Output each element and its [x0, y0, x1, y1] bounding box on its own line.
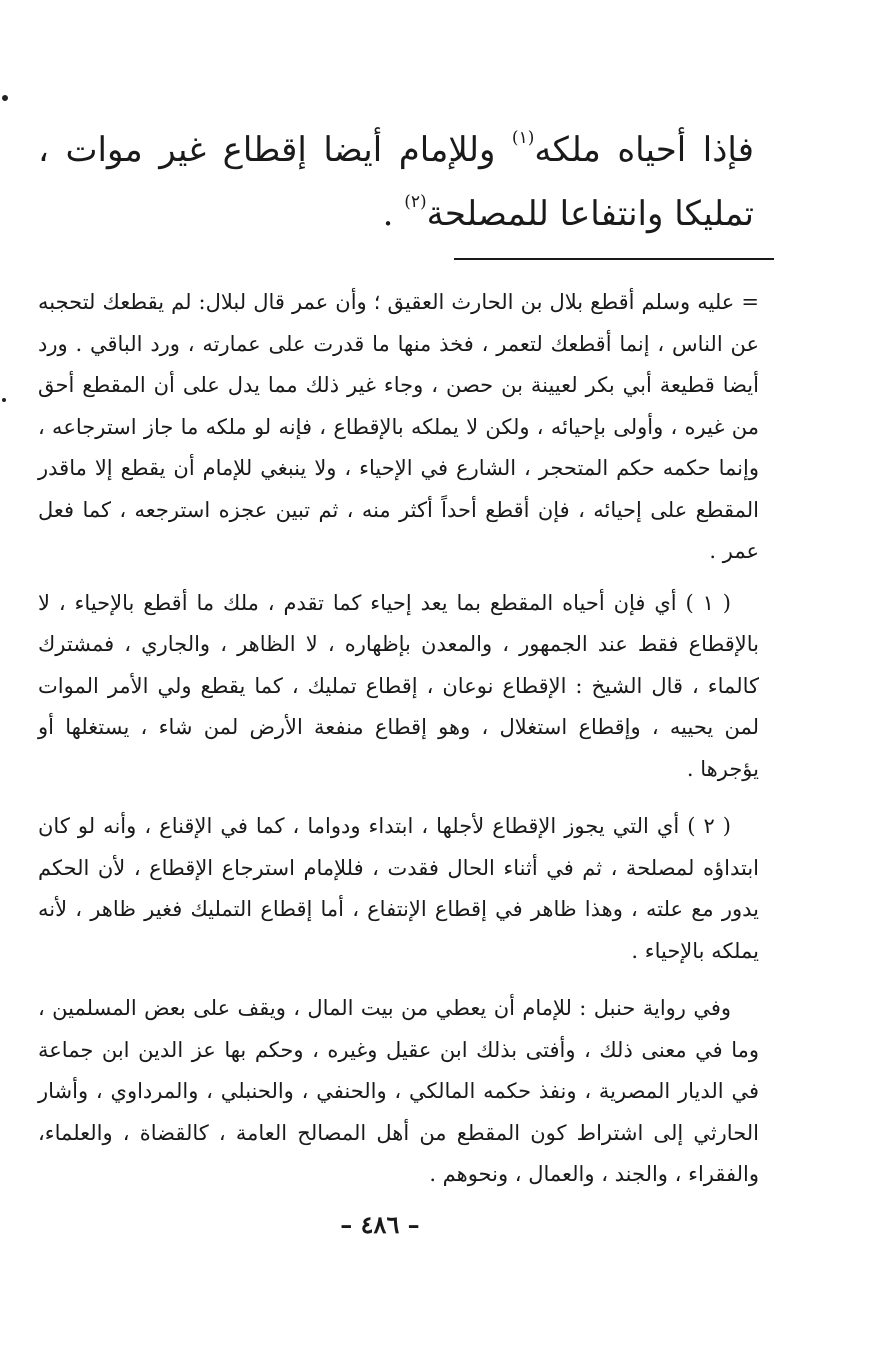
footnote-ref-2: (٢)	[404, 192, 427, 212]
footnote-ref-1: (١)	[511, 128, 535, 148]
footnote-continuation: = عليه وسلم أقطع بلال بن الحارث العقيق ؛ وأن عمر قال لبلال: لم يقطعك لتحجبه عن الناس ، إنما أقطعك لتعمر ، فخذ منها ما قدرت على عمارته ، ورد الباقي . ورد أيضا قطيعة أبي بكر لعيينة بن حصن ، وجاء غير ذلك مما يدل على أن المقطع أحق من غيره ، وأولى بإحيائه ، ولكن لا يملكه بالإقطاع ، فإنه لو ملكه ما جاز استرجاعه ، وإنما حكمه حكم المتحجر ، الشارع في الإحياء ، ولا ينبغي للإمام أن يقطع إلا ماقدر المقطع على إحيائه ، فإن أقطع أحداً أكثر منه ، ثم تبين عجزه استرجعه ، كما فعل عمر .	[38, 290, 759, 563]
footnote-2: ( ٢ ) أي التي يجوز الإقطاع لأجلها ، ابتداء ودواما ، كما في الإقناع ، وأنه لو كان ابتداؤه لمصلحة ، ثم في أثناء الحال فقدت ، فللإمام استرجاع الإقطاع ، لأن الحكم يدور مع علته ، وهذا ظاهر في إقطاع الإنتفاع ، أما إقطاع التمليك فغير ظاهر ، لأنه يملكه بالإحياء .	[38, 814, 759, 963]
main-text-part: فإذا أحياه ملكه	[534, 130, 754, 170]
footnote-2-continued: وفي رواية حنبل : للإمام أن يعطي من بيت المال ، ويقف على بعض المسلمين ، وما في معنى ذلك ، وأفتى بذلك ابن عقيل وغيره ، وحكم بها عز الدين ابن جماعة في الديار المصرية ، ونفذ حكمه المالكي ، والحنفي ، والحنبلي ، والمرداوي ، وأشار الحارثي إلى اشتراط كون المقطع من أهل المصالح العامة ، كالقضاة ، والعلماء، والفقراء ، والجند ، والعمال ، ونحوهم .	[38, 996, 759, 1186]
main-text	[38, 118, 754, 246]
main-text-part: وللإمام أيضا إقطاع غير موات ، تمليكا وانتفاعا للمصلحة	[38, 130, 754, 234]
margin-mark	[2, 95, 8, 101]
footnote-separator	[454, 258, 774, 260]
margin-mark	[2, 398, 6, 402]
page-number: – ٤٨٦ –	[340, 1210, 420, 1239]
main-text-end: .	[382, 194, 405, 234]
footnotes	[38, 282, 759, 1196]
footnote-1: ( ١ ) أي فإن أحياه المقطع بما يعد إحياء كما تقدم ، ملك ما أقطع بالإحياء ، لا بالإقطاع فقط عند الجمهور ، والمعدن بإظهاره ، لا الظاهر ، والجاري ، فمشترك كالماء ، قال الشيخ : الإقطاع نوعان ، إقطاع تمليك ، كما يقطع ولي الأمر الموات لمن يحييه ، وإقطاع استغلال ، وهو إقطاع منفعة الأرض لمن شاء ، يستغلها أو يؤجرها .	[38, 590, 759, 781]
